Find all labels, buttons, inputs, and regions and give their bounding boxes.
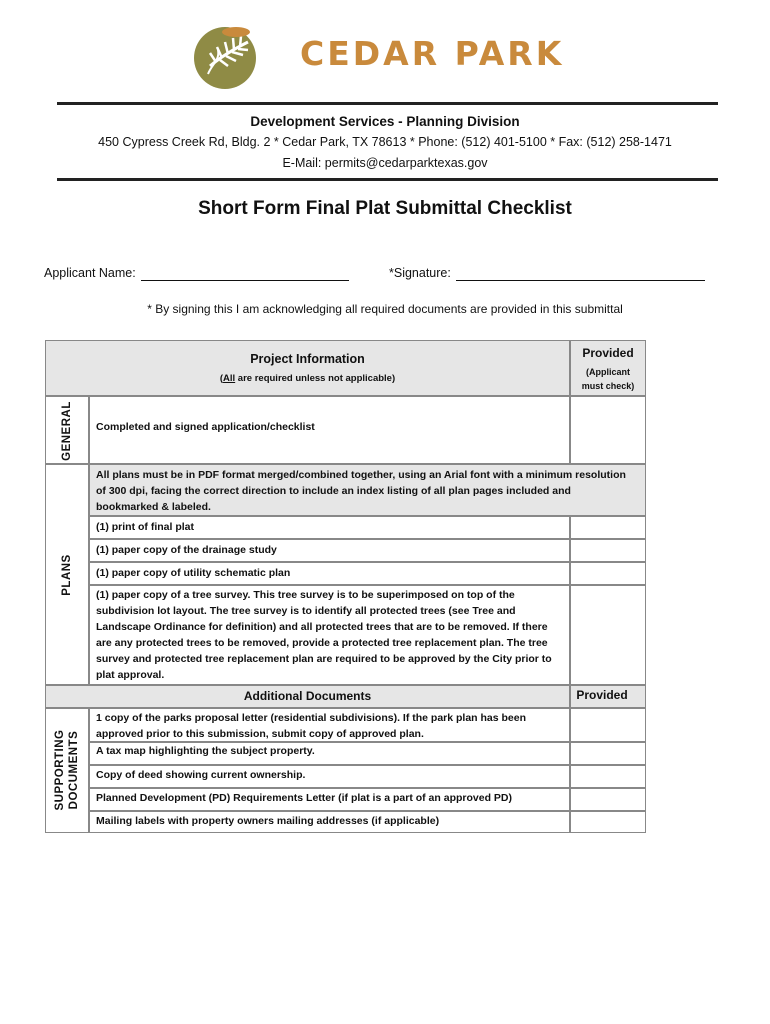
supporting-section-label: [53, 695, 81, 845]
supporting-item-checkbox[interactable]: [570, 788, 646, 811]
signature-field[interactable]: [456, 279, 705, 281]
provided-header: Provided: [582, 346, 634, 360]
project-info-note-prefix: All: [223, 373, 236, 384]
logo-wordmark: CEDAR PARK: [300, 34, 565, 73]
general-item-text: Completed and signed application/checklist: [96, 421, 315, 433]
general-item-checkbox[interactable]: [570, 396, 646, 464]
plans-item-checkbox[interactable]: [570, 539, 646, 562]
plans-item-text: (1) paper copy of the drainage study: [96, 544, 277, 556]
acknowledgement-note: * By signing this I am acknowledging all required documents are provided in this submittal: [147, 302, 623, 316]
general-section-label: GENERAL: [61, 401, 73, 461]
supporting-label-line1: SUPPORTING: [54, 729, 66, 811]
cedar-leaf-emblem-icon: [192, 22, 262, 92]
supporting-label-line2: DOCUMENTS: [68, 730, 80, 810]
supporting-item-text: Planned Development (PD) Requirements Letter (if plat is a part of an approved PD): [96, 792, 512, 804]
cedar-park-logo: [192, 22, 262, 92]
additional-docs-title: Additional Documents: [243, 689, 372, 703]
plans-item-checkbox[interactable]: [570, 585, 646, 685]
project-info-note: (All are required unless not applicable): [219, 373, 396, 384]
provided-note: (Applicant must check): [581, 367, 635, 391]
project-info-note-rest: are required unless not applicable): [235, 373, 396, 384]
supporting-item-checkbox[interactable]: [570, 742, 646, 765]
plans-item-checkbox[interactable]: [570, 516, 646, 539]
signature-label: *Signature:: [389, 266, 451, 280]
plans-section-label: PLANS: [61, 554, 73, 596]
plans-item-text: (1) print of final plat: [96, 521, 194, 533]
address-line: 450 Cypress Creek Rd, Bldg. 2 * Cedar Park, TX 78613 * Phone: (512) 401-5100 * Fax: (512) 258-1471: [98, 135, 672, 149]
division-heading: Development Services - Planning Division: [250, 114, 520, 129]
email-line: E-Mail: permits@cedarparktexas.gov: [282, 156, 488, 170]
project-info-header-cell: [45, 340, 570, 396]
header-rule-top: [57, 102, 718, 105]
plans-item-text: (1) paper copy of utility schematic plan: [96, 567, 291, 579]
supporting-item-text: Copy of deed showing current ownership.: [96, 769, 306, 781]
applicant-name-field[interactable]: [141, 279, 349, 281]
plans-item-text: (1) paper copy of a tree survey. This tree survey is to be superimposed on top of the subdivision lot layout. The tree survey is to identify all protected trees (see Tree and Landscape Ordinance for definition) and all protected trees that are to be removed. If there are any protected trees to be removed, provide a protected tree replacement plan. The tree survey and protected tree replacement plan are required to be approved by the City prior to plat approval.: [96, 589, 552, 681]
additional-provided-header: Provided: [576, 688, 628, 702]
project-info-title: Project Information: [250, 352, 365, 366]
supporting-item-checkbox[interactable]: [570, 765, 646, 788]
page-title: Short Form Final Plat Submittal Checklist: [198, 198, 572, 219]
plans-note-text: All plans must be in PDF format merged/combined together, using an Arial font with a minimum resolution of 300 dpi, facing the correct direction to include an index listing of all plan pages included and bookmarked & labeled.: [96, 469, 626, 513]
supporting-item-text: A tax map highlighting the subject property.: [96, 745, 315, 757]
header-rule-bottom: [57, 178, 718, 181]
supporting-item-checkbox[interactable]: [570, 811, 646, 833]
plans-item-checkbox[interactable]: [570, 562, 646, 585]
supporting-item-checkbox[interactable]: [570, 708, 646, 742]
supporting-item-text: 1 copy of the parks proposal letter (residential subdivisions). If the park plan has been approved prior to this submission, submit copy of approved plan.: [96, 712, 527, 740]
supporting-item-text: Mailing labels with property owners mailing addresses (if applicable): [96, 815, 440, 827]
applicant-name-label: Applicant Name:: [44, 266, 136, 280]
